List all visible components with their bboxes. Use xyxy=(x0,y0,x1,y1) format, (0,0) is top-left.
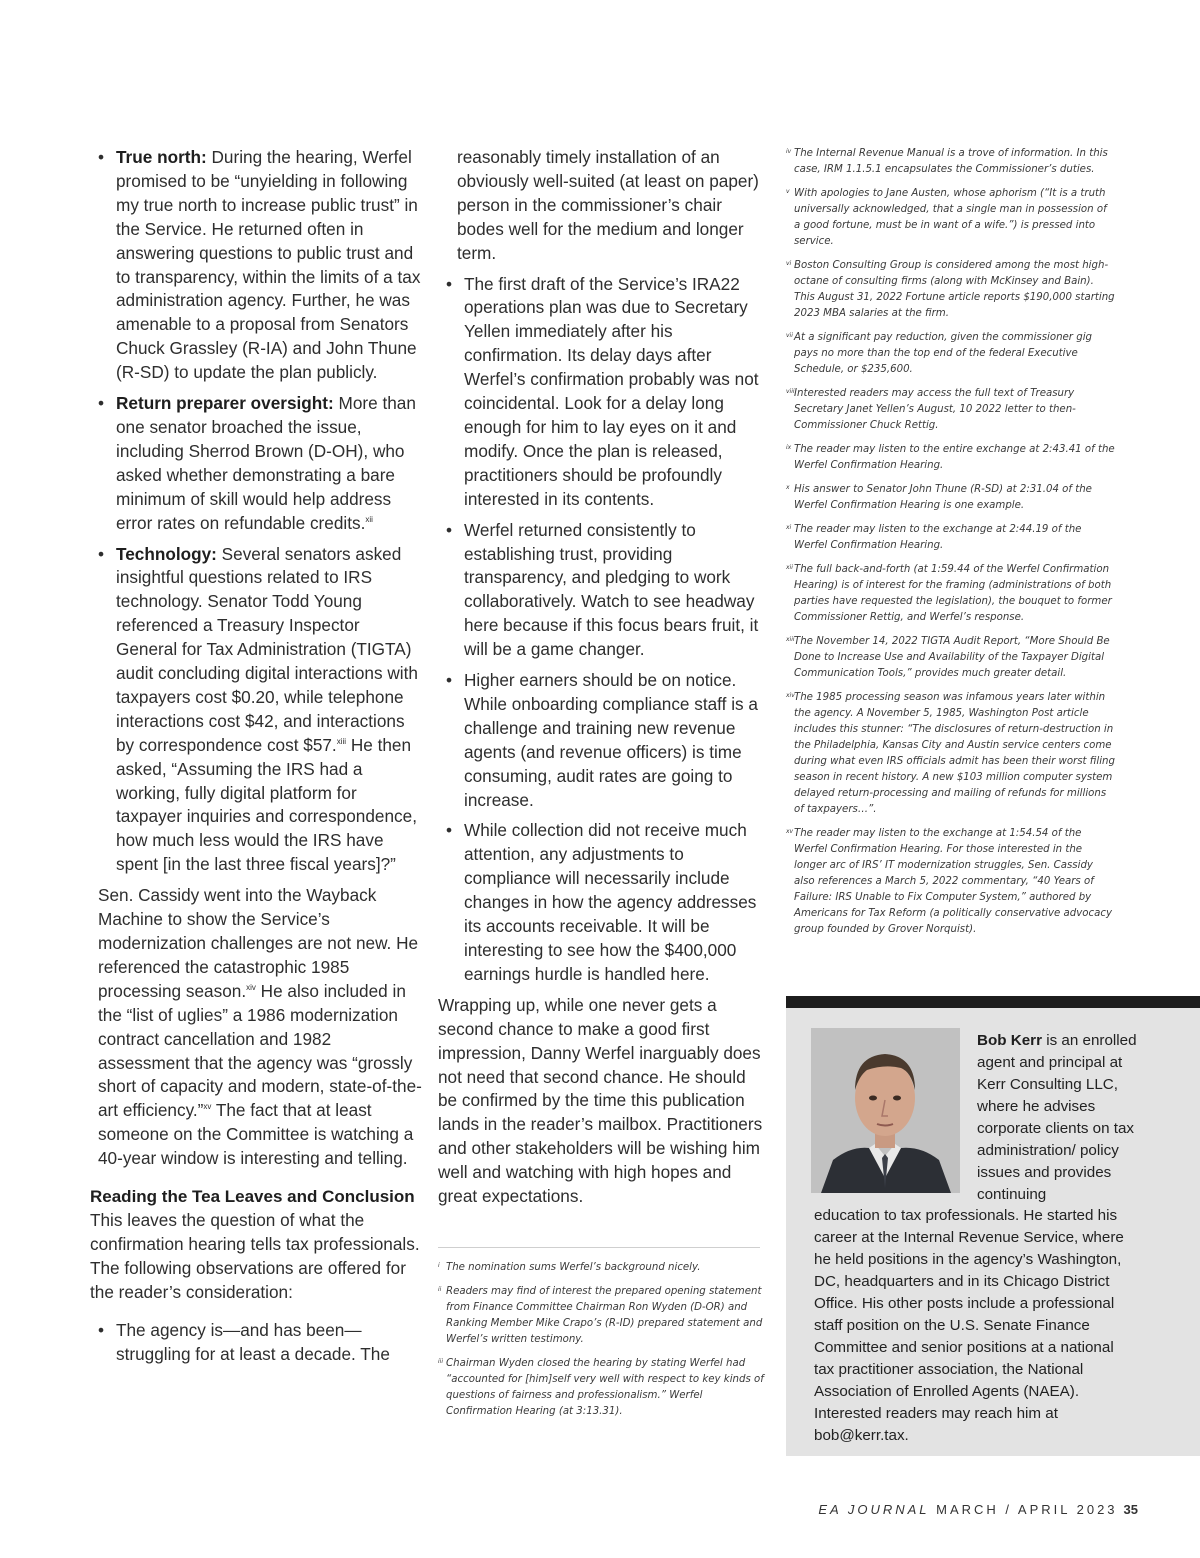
issue-date: MARCH / APRIL 2023 xyxy=(929,1502,1118,1517)
footnote-ref[interactable]: xv xyxy=(203,1102,212,1112)
paragraph-text: He also included in the “list of uglies” a 1986 modernization contract cancellation and 1982 assessment that the agency was “grossly short of capacity and modern, state-of-the-art efficiency.” xyxy=(98,980,422,1121)
bio-text-bottom: education to tax professionals. He started his career at the Internal Revenue Service, where he held positions in the agency’s Washington, DC, headquarters and in its Chicago District Office. His other posts include a professional staff position on the U.S. Senate Finance Committee and senior positions at a national tax practitioner association, the National Association of Enrolled Agents (NAEA). Interested readers may reach him at bob@kerr.tax. xyxy=(814,1207,1124,1444)
footnote-text: The 1985 processing season was infamous years later within the agency. A November 5, 1985, Washington Post article includes this stunner: “The disclosures of return-destruction in the Philadelphia, Kansas City and Austin service centers come during what even IRS officials admit has been their worst filing season in recent history. A new $103 million computer system delayed return-processing and mailing of refunds for millions of taxpayers…”. xyxy=(794,692,1115,815)
footnote-text: Boston Consulting Group is considered among the most high-octane of consulting firms (along with McKinsey and Bain). This August 31, 2022 Fortune article reports $190,000 starting 2023 MBA salaries at the firm. xyxy=(794,260,1115,319)
page-footer xyxy=(818,1502,1138,1517)
bullet-agency-continued: reasonably timely installation of an obviously well-suited (at least on paper) person in the commissioner’s chair bodes well for the medium and longer term. xyxy=(457,147,759,263)
paragraph-wrap-up: Wrapping up, while one never gets a second chance to make a good first impression, Danny Werfel inarguably does not need that second chance. He should be confirmed by the time this publication lands in the reader’s mailbox. Practitioners and other stakeholders will be wishing him well and watching with high hopes and great expectations. xyxy=(438,994,763,1207)
footnote-text: The November 14, 2022 TIGTA Audit Report, “More Should Be Done to Increase Use and Availability of the Taxpayer Digital Communication Tools,” provides much greater detail. xyxy=(794,636,1110,679)
bio-text: is an enrolled agent and principal at Kerr Consulting LLC, where he advises corporate clients on tax administration/ policy issues and provides continuing xyxy=(977,1032,1137,1203)
footnote: xv The reader may listen to the exchange at 1:54.54 of the Werfel Confirmation Hearing. For those interested in the longer arc of IRS’ IT modernization struggles, Sen. Cassidy also references a March 5, 2022 commentary, “40 Years of Failure: IRS Unable to Fix Computer System,” authored by Americans for Tax Reform (a politically conservative advocacy group founded by Grover Norquist). xyxy=(786,828,1112,935)
bullet-collection: • While collection did not receive much attention, any adjustments to compliance will necessarily include changes in how the agency addresses its accounts receivable. It will be interesting to see how the $400,000 earnings hurdle is handled here. xyxy=(446,819,764,986)
bullet-label: Technology: xyxy=(116,543,217,564)
author-photo xyxy=(811,1028,960,1193)
footnotes-col2 xyxy=(438,1260,764,1420)
magazine-name: EA JOURNAL xyxy=(818,1502,930,1517)
footnote-text: At a significant pay reduction, given the commissioner gig pays no more than the top end of the federal Executive Schedule, or $235,600. xyxy=(794,332,1092,375)
section-heading: Reading the Tea Leaves and Conclusion xyxy=(90,1187,415,1207)
footnote: iv The Internal Revenue Manual is a trove of information. In this case, IRM 1.1.5.1 encapsulates the Commissioner’s duties. xyxy=(786,148,1108,175)
bullet-technology xyxy=(98,543,422,878)
paragraph-text: The fact that at least someone on the Committee is watching a 40-year window is interesting and telling. xyxy=(98,1100,414,1169)
footnote-text: Chairman Wyden closed the hearing by stating Werfel had “accounted for [him]self very well with respect to key kinds of questions of fairness and professionalism.” Werfel Confirmation Hearing (at 3:13.31). xyxy=(446,1357,764,1417)
bullet-trust: • Werfel returned consistently to establishing trust, providing transparency, and pledging to work collaboratively. Watch to see headway here because if this focus bears fruit, it will be a game changer. xyxy=(446,519,764,662)
column-3-footnotes xyxy=(786,146,1116,946)
footnote-ref[interactable]: xiii xyxy=(336,736,347,746)
bullet-true-north xyxy=(98,146,422,385)
footnote: xii The full back-and-forth (at 1:59.44 of the Werfel Confirmation Hearing) is of interest for the framing (administrations of both parties have requested the legislation), the bouquet to former Commissioner Rettig, and Werfel’s response. xyxy=(786,564,1112,623)
author-name: Bob Kerr xyxy=(977,1032,1042,1049)
footnote-text: Interested readers may access the full text of Treasury Secretary Janet Yellen’s August, 10 2022 letter to then-Commissioner Chuck Rettig. xyxy=(794,388,1076,431)
bullet-label: True north: xyxy=(116,147,207,167)
footnote-text: The reader may listen to the exchange at 1:54.54 of the Werfel Confirmation Hearing. For those interested in the longer arc of IRS’ IT modernization struggles, Sen. Cassidy also references a March 5, 2022 commentary, “40 Years of Failure: IRS Unable to Fix Computer System,” authored by Americans for Tax Reform (a politically conservative advocacy group founded by Grover Norquist). xyxy=(794,828,1112,935)
bullet-text: More than one senator broached the issue, including Sherrod Brown (D-OH), who asked whether demonstrating a bare minimum of skill would help address error rates on refundable credits. xyxy=(116,393,416,533)
footnote: v With apologies to Jane Austen, whose aphorism (“It is a truth universally acknowledged, that a single man in possession of a good fortune, must be in want of a wife.”) is pressed into service. xyxy=(786,188,1107,247)
footnote: iii Chairman Wyden closed the hearing by stating Werfel had “accounted for [him]self very well with respect to key kinds of questions of fairness and professionalism.” Werfel Confirmation Hearing (at 3:13.31). xyxy=(438,1357,764,1417)
footnote-text: The reader may listen to the entire exchange at 2:43.41 of the Werfel Confirmation Hearing. xyxy=(794,444,1115,471)
footnote: xi The reader may listen to the exchange at 2:44.19 of the Werfel Confirmation Hearing. xyxy=(786,524,1082,551)
footnote: viii Interested readers may access the full text of Treasury Secretary Janet Yellen’s August, 10 2022 letter to then-Commissioner Chuck Rettig. xyxy=(786,388,1076,431)
footnote-text: Readers may find of interest the prepared opening statement from Finance Committee Chairman Ron Wyden (D-OR) and Ranking Member Mike Crapo’s (R-ID) prepared statement and Werfel’s written testimony. xyxy=(446,1285,763,1345)
bullet-ira22: • The first draft of the Service’s IRA22 operations plan was due to Secretary Yellen immediately after his confirmation. Its delay days after Werfel’s confirmation probably was not coincidental. Look for a delay long enough for him to lay eyes on it and modify. Once the plan is released, practitioners should be profoundly interested in its contents. xyxy=(446,273,764,512)
footnote: x His answer to Senator John Thune (R-SD) at 2:31.04 of the Werfel Confirmation Hearing is one example. xyxy=(786,484,1092,511)
footnote: vi Boston Consulting Group is considered among the most high-octane of consulting firms (along with McKinsey and Bain). This August 31, 2022 Fortune article reports $190,000 starting 2023 MBA salaries at the firm. xyxy=(786,260,1115,319)
footnote: i The nomination sums Werfel’s background nicely. xyxy=(438,1261,701,1273)
footnote: vii At a significant pay reduction, given the commissioner gig pays no more than the top end of the federal Executive Schedule, or $235,600. xyxy=(786,332,1092,375)
footnote-text: The Internal Revenue Manual is a trove of information. In this case, IRM 1.1.5.1 encapsulates the Commissioner’s duties. xyxy=(794,148,1108,175)
bio-top-bar xyxy=(786,996,1200,1008)
footnote-text: The reader may listen to the exchange at 2:44.19 of the Werfel Confirmation Hearing. xyxy=(794,524,1082,551)
footnote: ix The reader may listen to the entire exchange at 2:43.41 of the Werfel Confirmation Hearing. xyxy=(786,444,1115,471)
bullet-text: During the hearing, Werfel promised to be “unyielding in following my true north to increase public trust” in the Service. He returned often in answering questions to public trust and to transparency, within the limits of a tax administration agency. Further, he was amenable to a proposal from Senators Chuck Grassley (R-IA) and John Thune (R-SD) to update the plan publicly. xyxy=(116,147,421,383)
footnote-text: The full back-and-forth (at 1:59.44 of the Werfel Confirmation Hearing) is of interest for the framing (administrations of both parties have requested the legislation), the bouquet to former Commissioner Rettig, and Werfel’s response. xyxy=(794,564,1112,623)
column-2 xyxy=(438,146,764,1428)
bullet-text: He then asked, “Assuming the IRS had a working, fully digital platform for taxpayer inquiries and correspondence, how much less would the IRS have spent [in the last three fiscal years]?” xyxy=(116,734,417,875)
paragraph-intro: This leaves the question of what the confirmation hearing tells tax professionals. The following observations are offered for the reader’s consideration: xyxy=(90,1210,420,1302)
paragraph-text: Sen. Cassidy went into the Wayback Machine to show the Service’s modernization challenges are not new. He referenced the catastrophic 1985 processing season. xyxy=(98,885,419,1001)
paragraph-cassidy xyxy=(98,884,422,1171)
footnote-ref[interactable]: xiv xyxy=(246,982,256,992)
footnote: xiv The 1985 processing season was infamous years later within the agency. A November 5, 1985, Washington Post article includes this stunner: “The disclosures of return-destruction in the Philadelphia, Kansas City and Austin service centers come during what even IRS officials admit has been their worst filing season in recent history. A new $103 million computer system delayed return-processing and mailing of refunds for millions of taxpayers…”. xyxy=(786,692,1115,815)
bullet-text: Several senators asked insightful questions related to IRS technology. Senator Todd Young referenced a Treasury Inspector General for Tax Administration (TIGTA) audit concluding digital interactions with taxpayers cost $0.20, while telephone interactions cost $42, and interactions by correspondence cost $57. xyxy=(116,543,418,755)
footnote-text: The nomination sums Werfel’s background nicely. xyxy=(446,1261,701,1273)
footnote: xiii The November 14, 2022 TIGTA Audit Report, “More Should Be Done to Increase Use and Availability of the Taxpayer Digital Communication Tools,” provides much greater detail. xyxy=(786,636,1110,679)
footnote-ref[interactable]: xii xyxy=(365,514,373,524)
bullet-return-preparer xyxy=(98,392,422,535)
bullet-agency: • The agency is—and has been—struggling for at least a decade. The xyxy=(98,1319,422,1367)
footnote: ii Readers may find of interest the prepared opening statement from Finance Committee Chairman Ron Wyden (D-OR) and Ranking Member Mike Crapo’s (R-ID) prepared statement and Werfel’s written testimony. xyxy=(438,1285,763,1345)
footnote-divider xyxy=(438,1247,760,1248)
footnote-text: With apologies to Jane Austen, whose aphorism (“It is a truth universally acknowledged, that a single man in possession of a good fortune, must be in want of a wife.”) is pressed into service. xyxy=(794,188,1107,247)
page-number: 35 xyxy=(1123,1502,1138,1517)
footnote-text: His answer to Senator John Thune (R-SD) at 2:31.04 of the Werfel Confirmation Hearing is one example. xyxy=(794,484,1092,511)
bullet-label: Return preparer oversight: xyxy=(116,393,334,414)
column-1 xyxy=(90,146,422,1374)
bullet-higher-earners: • Higher earners should be on notice. While onboarding compliance staff is a challenge and training new revenue agents (and revenue officers) is time consuming, audit rates are going to increase. xyxy=(446,669,764,812)
bio-text-top xyxy=(977,1030,1137,1206)
